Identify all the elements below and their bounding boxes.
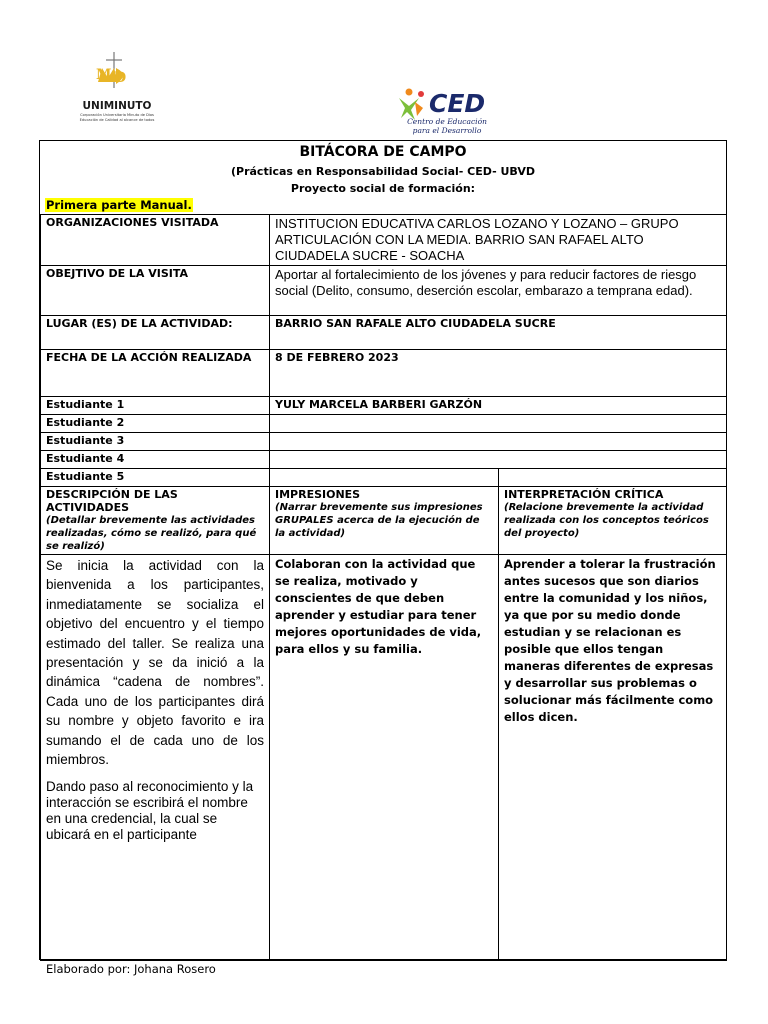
imp-title: IMPRESIONES — [275, 488, 361, 501]
student-value — [270, 433, 727, 451]
subtitle-2: Proyecto social de formación: — [290, 182, 476, 195]
int-header — [499, 487, 727, 555]
interpretacion-text: Aprender a tolerar la frustración antes sucesos que son diarios entre la comunidad y los niños, ya que por su medio donde estudian y se relacionan es posible que ellos tengan maneras diferentes de expresas y desarrollar sus problemas o solucionar más fácilmente como ellos dicen. — [504, 557, 716, 724]
fecha-label: FECHA DE LA ACCIÓN REALIZADA — [41, 350, 270, 397]
org-label: ORGANIZACIONES VISITADA — [41, 215, 270, 266]
desc-subtitle: (Detallar brevemente las actividades realizadas, cómo se realizó, para qué se realizó) — [46, 515, 257, 552]
subtitle: (Prácticas en Responsabilidad Social- CED- UBVD — [230, 165, 535, 178]
table-row — [41, 266, 727, 316]
footer: Elaborado por: Johana Rosero — [46, 962, 216, 976]
student-label: Estudiante 2 — [41, 415, 270, 433]
column-headers — [41, 487, 727, 555]
svg-text:UNIMINUTO: UNIMINUTO — [82, 100, 152, 112]
student-value — [270, 415, 727, 433]
bitacora-form — [39, 140, 727, 960]
student-label: Estudiante 3 — [41, 433, 270, 451]
svg-text:Corporación Universitaria Minu: Corporación Universitaria Minuto de Dios — [80, 113, 154, 117]
int-subtitle: (Relacione brevemente la actividad realizada con los conceptos teóricos del proyecto) — [504, 502, 709, 539]
svg-text:Educación de Calidad al alcanc: Educación de Calidad al alcance de todos — [79, 118, 155, 122]
student-value — [270, 451, 727, 469]
empty-cell — [499, 469, 727, 487]
desc-header — [41, 487, 270, 555]
ced-logo — [395, 82, 500, 138]
page-title: BITÁCORA DE CAMPO — [299, 144, 467, 160]
impresiones-text: Colaboran con la actividad que se realiza, motivado y conscientes de que deben aprender y estudiar para tener mejores oportunidades de vida, para ellos y su familia. — [275, 557, 482, 656]
fecha-value: 8 DE FEBRERO 2023 — [270, 350, 727, 397]
table-row — [41, 415, 727, 433]
svg-text:M: M — [96, 67, 112, 83]
obj-value: Aportar al fortalecimiento de los jóvenes y para reducir factores de riesgo social (Delito, consumo, deserción escolar, embarazo a temprana edad). — [270, 266, 727, 316]
svg-text:CED: CED — [429, 89, 486, 118]
desc-title: DESCRIPCIÓN DE LAS ACTIVIDADES — [46, 488, 178, 514]
svg-text:Centro de Educación: Centro de Educación — [407, 117, 487, 126]
bitacora-table — [40, 214, 727, 961]
imp-subtitle: (Narrar brevemente sus impresiones GRUPALES acerca de la ejecución de la actividad) — [275, 502, 483, 539]
svg-text:D: D — [114, 70, 127, 86]
lugar-label: LUGAR (ES) DE LA ACTIVIDAD: — [41, 316, 270, 350]
table-row — [41, 397, 727, 415]
desc-content — [41, 555, 270, 961]
content-row — [41, 555, 727, 961]
student-label: Estudiante 5 — [41, 469, 270, 487]
svg-text:para el Desarrollo: para el Desarrollo — [412, 126, 482, 135]
section-label: Primera parte Manual. — [46, 198, 192, 212]
lugar-value: BARRIO SAN RAFALE ALTO CIUDADELA SUCRE — [270, 316, 727, 350]
desc-paragraph-2: Dando paso al reconocimiento y la interacción se escribirá el nombre en una credencial, la cual se ubicará en el participante — [46, 779, 254, 843]
table-row — [41, 469, 727, 487]
student-label: Estudiante 1 — [41, 397, 270, 415]
int-content — [499, 555, 727, 961]
student-value — [270, 469, 499, 487]
table-row — [41, 451, 727, 469]
imp-header — [270, 487, 499, 555]
table-row — [41, 433, 727, 451]
student-value: YULY MARCELA BARBERI GARZÓN — [270, 397, 727, 415]
org-value: INSTITUCION EDUCATIVA CARLOS LOZANO Y LOZANO – GRUPO ARTICULACIÓN CON LA MEDIA. BARRIO SAN RAFAEL ALTO CIUDADELA SUCRE - SOACHA — [270, 215, 727, 266]
student-label: Estudiante 4 — [41, 451, 270, 469]
obj-label: OBEJTIVO DE LA VISITA — [41, 266, 270, 316]
uniminuto-logo — [62, 50, 172, 128]
desc-paragraph-1: Se inicia la actividad con la bienvenida a los participantes, inmediatamente se socializa el objetivo del encuentro y el tiempo estimado del taller. Se realiza una presentación y se da inició a la dinámica “cadena de nombres”. Cada uno de los participantes dirá su nombre y objeto favorito e ira sumando el de cada uno de los miembros. — [46, 558, 264, 768]
imp-content — [270, 555, 499, 961]
table-row — [41, 215, 727, 266]
table-row — [41, 316, 727, 350]
int-title: INTERPRETACIÓN CRÍTICA — [504, 488, 664, 501]
table-row — [41, 350, 727, 397]
